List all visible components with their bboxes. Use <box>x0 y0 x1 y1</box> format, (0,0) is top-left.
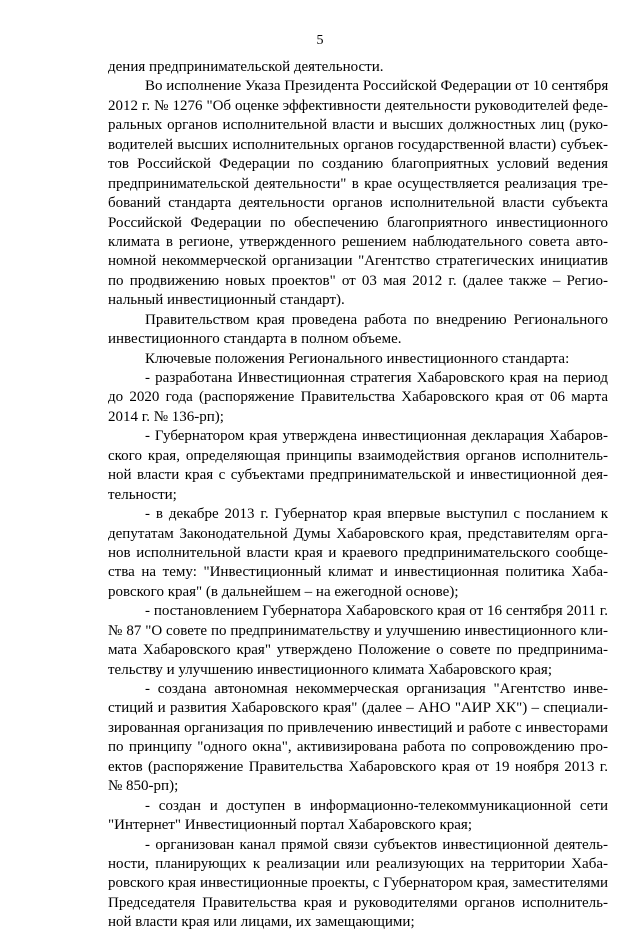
text-line: 2012 г. № 1276 "Об оценке эффективности деятельности руководителей феде- <box>108 97 608 114</box>
text-line: номной некоммерческой организации "Агентство стратегических инициатив <box>108 253 608 270</box>
text-line: Ключевые положения Регионального инвестиционного стандарта: <box>145 350 570 367</box>
text-line: ности, планирующих к реализации или реализующих на территории Хаба- <box>108 855 608 872</box>
paragraph <box>108 350 608 369</box>
paragraph <box>108 505 608 602</box>
text-line: по принципу "одного окна", активизирована работа по сопровождению про- <box>108 739 608 756</box>
text-line: № 850-рп); <box>108 778 179 795</box>
paragraph <box>108 680 608 797</box>
text-line: климата в регионе, утвержденного решением наблюдательного совета авто- <box>108 233 608 250</box>
text-line: ектов (распоряжение Правительства Хабаровского края от 19 ноября 2013 г. <box>108 758 608 775</box>
text-line: - в декабре 2013 г. Губернатор края впервые выступил с посланием к <box>145 506 608 523</box>
paragraph <box>108 797 608 836</box>
text-line: тельству и улучшению инвестиционного климата Хабаровского края; <box>108 661 553 678</box>
text-line: - разработана Инвестиционная стратегия Хабаровского края на период <box>145 370 608 386</box>
text-line: бований стандарта деятельности органов исполнительной власти субъекта <box>108 195 608 212</box>
text-line: ровского края" (в дальнейшем – на ежегодной основе); <box>108 583 459 600</box>
text-line: водителей высших исполнительных органов государственной власти) субъек- <box>108 136 608 153</box>
page-number: 5 <box>316 33 324 48</box>
text-line: № 87 "О совете по предпринимательству и улучшению инвестиционного кли- <box>108 622 608 639</box>
document-body <box>108 58 608 933</box>
text-line: - Губернатором края утверждена инвестиционная декларация Хабаров- <box>145 428 608 445</box>
paragraph <box>108 602 608 680</box>
text-line: предпринимательской деятельности" в крае осуществляется реализация тре- <box>108 175 608 192</box>
text-line: - создана автономная некоммерческая организация "Агентство инве- <box>145 681 608 697</box>
text-line: зированная организация по привлечению инвестиций и работе с инвесторами <box>108 719 608 736</box>
paragraph <box>108 58 608 77</box>
paragraph <box>108 836 608 933</box>
text-line: - организован канал прямой связи субъектов инвестиционной деятель- <box>145 836 608 853</box>
paragraph <box>108 369 608 427</box>
text-line: ральных органов исполнительной власти и высших должностных лиц (руко- <box>108 117 608 134</box>
text-line: Российской Федерации по обеспечению благоприятного инвестиционного <box>108 214 608 231</box>
text-line: ского края, определяющая принципы взаимодействия органов исполнитель- <box>108 447 608 464</box>
text-line: Председателя Правительства края и руководителями органов исполнитель- <box>108 894 608 911</box>
text-line: ной власти края с субъектами предпринимательской и инвестиционной дея- <box>108 467 608 484</box>
paragraph <box>108 427 608 505</box>
text-line: - постановлением Губернатора Хабаровского края от 16 сентября 2011 г. <box>145 603 608 620</box>
text-line: - создан и доступен в информационно-телекоммуникационной сети <box>145 797 608 814</box>
text-line: до 2020 года (распоряжение Правительства Хабаровского края от 06 марта <box>108 389 608 406</box>
text-line: Во исполнение Указа Президента Российской Федерации от 10 сентября <box>145 78 608 95</box>
text-line: стиций и развития Хабаровского края" (далее – АНО "АИР ХК") – специали- <box>108 700 608 717</box>
text-line: ровского края инвестиционные проекты, с Губернатором края, заместителями <box>108 875 608 892</box>
text-line: ства на тему: "Инвестиционный климат и инвестиционная политика Хаба- <box>108 564 608 581</box>
paragraph <box>108 77 608 310</box>
text-line: нальный инвестиционный стандарт). <box>108 292 345 309</box>
text-line: инвестиционного стандарта в полном объеме. <box>108 331 402 348</box>
text-line: нов исполнительной власти края и краевого предпринимательского сообще- <box>108 544 608 561</box>
text-line: 2014 г. № 136-рп); <box>108 408 224 425</box>
text-line: по продвижению новых проектов" от 03 мая 2012 г. (далее также – Регио- <box>108 272 608 289</box>
text-line: тов Российской Федерации по созданию благоприятных условий ведения <box>108 156 608 173</box>
text-line: тельности; <box>108 486 177 503</box>
text-line: ной власти края или лицами, их замещающими; <box>108 914 415 931</box>
text-line: "Интернет" Инвестиционный портал Хабаровского края; <box>108 817 472 834</box>
paragraph <box>108 311 608 350</box>
text-line: Правительством края проведена работа по внедрению Регионального <box>145 311 608 328</box>
text-line: депутатам Законодательной Думы Хабаровского края, представителям орга- <box>108 525 608 542</box>
text-line: дения предпринимательской деятельности. <box>108 59 384 75</box>
text-line: мата Хабаровского края" утверждено Положение о совете по предпринима- <box>108 642 608 659</box>
